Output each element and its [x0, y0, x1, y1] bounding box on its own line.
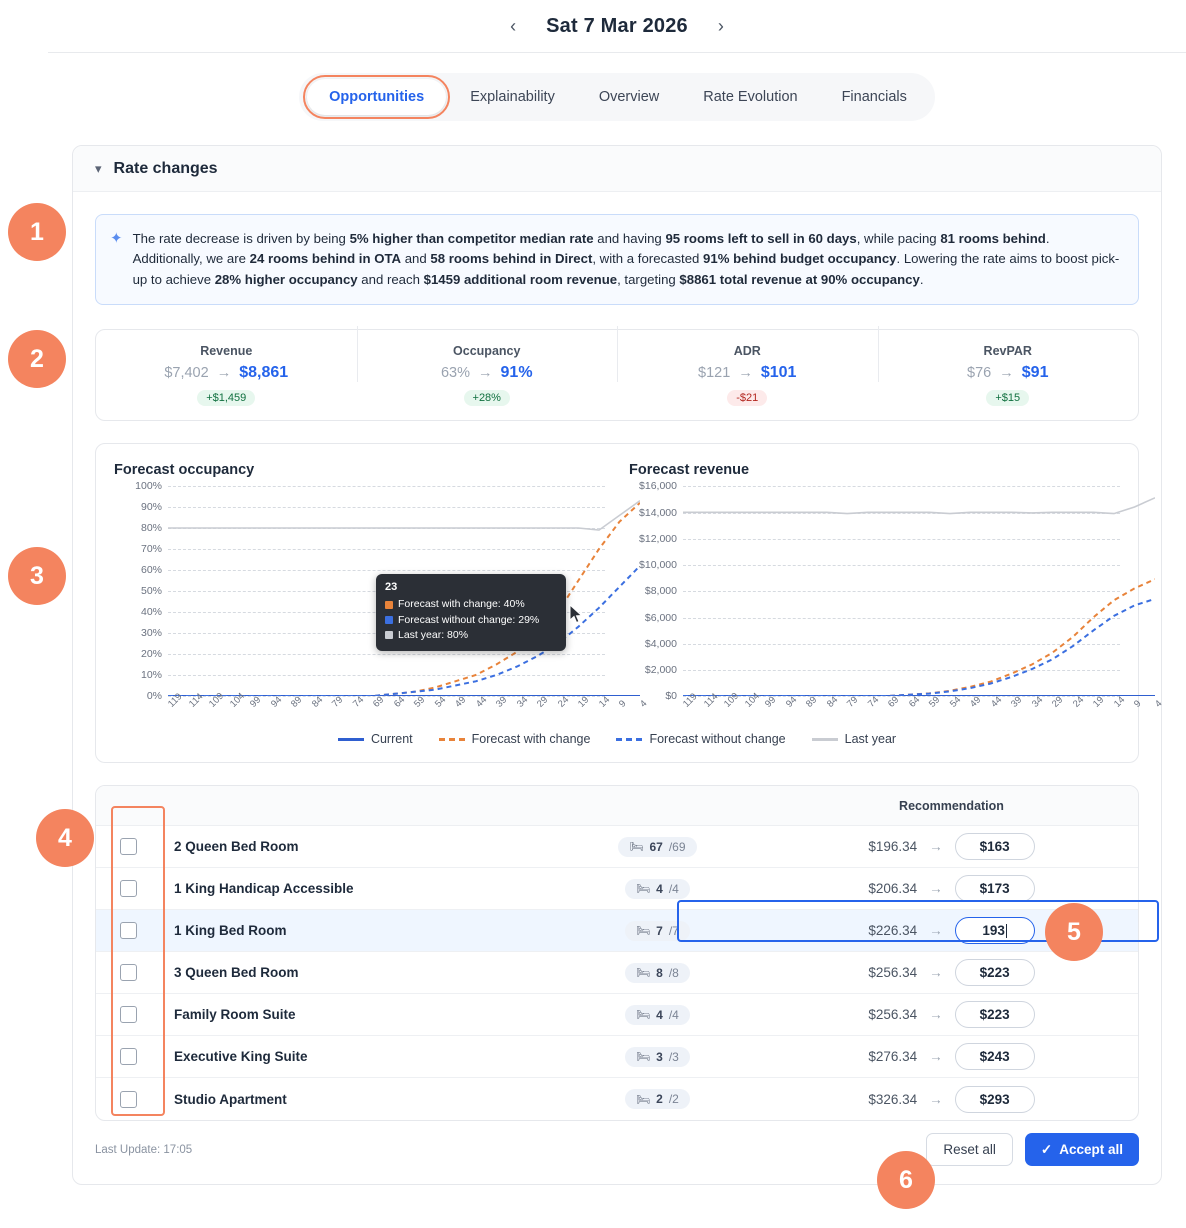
x-tick-label: 74 — [865, 694, 881, 711]
room-type-label: Studio Apartment — [174, 1091, 287, 1107]
rooms-pill — [625, 1047, 690, 1067]
legend-swatch — [385, 616, 393, 624]
rooms-pill — [625, 921, 690, 941]
x-tick-label: 24 — [1070, 694, 1087, 711]
x-tick-label: 99 — [763, 694, 779, 711]
accept-all-label: Accept all — [1059, 1142, 1123, 1158]
x-tick-label: 114 — [701, 691, 721, 711]
tabs — [299, 73, 935, 121]
kpi-label: Occupancy — [453, 344, 521, 359]
x-tick-label: 69 — [371, 694, 387, 711]
rooms-sold: 7 — [656, 923, 663, 938]
kpi-occupancy — [357, 344, 618, 406]
x-tick-label: 104 — [227, 691, 247, 711]
row-checkbox-cell — [96, 1006, 160, 1023]
recommended-price[interactable]: $163 — [955, 833, 1035, 860]
x-tick-label: 119 — [166, 691, 185, 711]
tab-opportunities[interactable]: Opportunities — [307, 79, 446, 115]
rooms-pill — [625, 963, 690, 983]
y-tick-label: 10% — [140, 669, 162, 682]
rooms-total: /4 — [668, 881, 679, 896]
bed-icon: 🛏 — [636, 1051, 651, 1064]
kpi-values — [878, 364, 1139, 382]
x-tick-label: 89 — [289, 694, 305, 711]
table-row[interactable] — [96, 826, 1138, 868]
insight-segment: and having — [593, 231, 666, 246]
arrow-right-icon: → — [929, 1091, 943, 1107]
insight-segment: . — [919, 271, 924, 287]
current-price: $256.34 — [868, 1007, 918, 1023]
y-tick-label: $8,000 — [644, 585, 677, 598]
legend-swatch — [338, 738, 364, 741]
legend-swatch — [812, 738, 838, 741]
x-tick-label: 34 — [1029, 694, 1046, 711]
bed-icon: 🛏 — [636, 1009, 651, 1022]
row-checkbox[interactable] — [120, 838, 137, 855]
series-line-last-year — [168, 501, 640, 530]
row-checkbox-cell — [96, 880, 160, 897]
arrow-right-icon: → — [478, 365, 493, 382]
kpi-old-value: $121 — [698, 365, 731, 382]
x-tick-label: 49 — [968, 694, 984, 711]
insight-segment: , while pacing — [856, 231, 941, 246]
x-tick-label: 44 — [473, 694, 490, 711]
insight-segment: and — [401, 251, 431, 267]
current-price: $256.34 — [868, 965, 918, 981]
x-tick-label: 79 — [845, 694, 861, 711]
table-row[interactable] — [96, 994, 1138, 1036]
y-tick-label: $0 — [665, 690, 677, 703]
kpi-delta-badge: +28% — [464, 390, 510, 406]
current-price: $226.34 — [868, 923, 918, 939]
recommended-price[interactable]: $243 — [955, 1043, 1035, 1070]
accept-all-button[interactable] — [1025, 1133, 1139, 1166]
y-tick-label: $6,000 — [644, 611, 677, 624]
insight-segment: . Additionally, we are — [132, 231, 1050, 267]
tooltip-row — [385, 597, 557, 612]
x-tick-label: 54 — [432, 694, 449, 711]
last-update-label: Last Update: 17:05 — [95, 1143, 193, 1156]
legend-item[interactable] — [616, 732, 785, 746]
rooms-sold: 2 — [656, 1092, 663, 1107]
x-tick-label: 4 — [1153, 698, 1165, 711]
chart-tooltip — [376, 574, 566, 651]
insight-segment: , with a forecasted — [592, 251, 704, 267]
row-checkbox[interactable] — [120, 1048, 137, 1065]
price-cell — [765, 1086, 1138, 1113]
chart-legend — [114, 732, 1120, 752]
y-tick-label: $14,000 — [639, 506, 677, 519]
row-checkbox-cell — [96, 1048, 160, 1065]
annotation-badge-6: 6 — [877, 1151, 935, 1209]
x-tick-label: 24 — [555, 694, 572, 711]
bed-icon: 🛏 — [629, 841, 644, 854]
legend-swatch — [616, 738, 642, 741]
room-type-label: 1 King Bed Room — [174, 923, 287, 939]
insight-highlight: 58 rooms behind in Direct — [430, 251, 593, 267]
arrow-right-icon: → — [999, 365, 1014, 382]
y-tick-label: 80% — [140, 522, 162, 535]
rooms-cell — [550, 837, 765, 857]
tab-financials[interactable]: Financials — [841, 89, 907, 105]
price-cell — [765, 875, 1138, 902]
x-tick-label: 94 — [783, 694, 799, 711]
table-row[interactable] — [96, 868, 1138, 910]
kpi-old-value: $76 — [967, 365, 992, 382]
kpi-label: ADR — [733, 344, 761, 359]
arrow-right-icon: → — [929, 965, 943, 981]
sparkle-icon: ✦ — [110, 230, 123, 247]
insight-segment: . Lowering the rate aims to boost pick-up to achieve — [132, 251, 1120, 287]
insight-banner — [95, 214, 1139, 305]
y-tick-label: $16,000 — [639, 480, 677, 493]
rooms-total: /4 — [668, 1007, 679, 1022]
x-tick-label: 29 — [535, 694, 551, 711]
kpi-delta-badge: +$15 — [986, 390, 1029, 406]
kpi-new-value: $101 — [760, 364, 797, 382]
annotation-badge-1: 1 — [8, 203, 66, 261]
bed-icon: 🛏 — [636, 967, 651, 980]
bed-icon: 🛏 — [636, 925, 651, 938]
section-title: Rate changes — [113, 159, 218, 177]
rooms-pill — [618, 837, 696, 857]
recommendation-table — [95, 785, 1139, 1121]
room-type-label: 1 King Handicap Accessible — [174, 881, 354, 897]
kpi-revpar — [878, 344, 1139, 406]
x-tick-label: 69 — [886, 694, 902, 711]
kpi-label: RevPAR — [983, 344, 1032, 359]
kpi-revenue — [96, 344, 357, 406]
rooms-pill — [625, 1089, 690, 1109]
tab-explainability[interactable]: Explainability — [470, 89, 555, 105]
price-cell — [765, 833, 1138, 860]
y-axis — [114, 480, 168, 703]
y-tick-label: 0% — [146, 690, 162, 703]
column-header-recommendation: Recommendation — [899, 798, 1004, 813]
x-tick-label: 99 — [248, 694, 264, 711]
charts-panel — [95, 443, 1165, 763]
current-price: $206.34 — [868, 881, 918, 897]
arrow-right-icon: → — [929, 1007, 943, 1023]
table-row[interactable] — [96, 1036, 1138, 1078]
rooms-cell — [550, 963, 765, 983]
rooms-pill — [625, 1005, 690, 1025]
insight-segment: The rate decrease is driven by being — [132, 231, 350, 246]
insight-highlight: 24 rooms behind in OTA — [249, 251, 402, 267]
x-tick-label: 89 — [804, 694, 820, 711]
rooms-total: /3 — [668, 1049, 679, 1064]
tab-rate-evolution[interactable]: Rate Evolution — [703, 89, 798, 105]
legend-swatch — [385, 631, 393, 639]
rate-changes-card — [72, 145, 1165, 1185]
rooms-total: /2 — [668, 1092, 679, 1107]
row-checkbox-cell — [96, 1091, 160, 1108]
prev-day-button[interactable]: ‹ — [510, 16, 517, 36]
y-tick-label: 100% — [135, 480, 162, 493]
price-cell — [765, 1043, 1138, 1070]
rooms-sold: 8 — [656, 965, 663, 980]
rooms-sold: 67 — [649, 839, 663, 854]
y-tick-label: 90% — [140, 501, 162, 514]
kpi-adr — [617, 344, 878, 406]
chart-forecast-revenue — [629, 462, 1165, 716]
rate-changes-header[interactable] — [73, 146, 1161, 192]
rooms-sold: 3 — [656, 1049, 663, 1064]
room-type-label: Executive King Suite — [174, 1049, 308, 1065]
current-price: $276.34 — [868, 1049, 918, 1065]
row-checkbox[interactable] — [120, 1006, 137, 1023]
x-tick-label: 64 — [391, 694, 407, 711]
series-layer — [683, 486, 1120, 696]
y-tick-label: 50% — [140, 585, 162, 598]
y-tick-label: $2,000 — [644, 664, 677, 677]
x-tick-label: 9 — [617, 698, 629, 711]
recommended-price[interactable]: $223 — [955, 1001, 1035, 1028]
insight-segment: and reach — [357, 271, 424, 287]
legend-label: Forecast without change — [649, 732, 786, 747]
row-checkbox[interactable] — [120, 880, 137, 897]
kpi-new-value: $91 — [1021, 364, 1049, 382]
chart-forecast-occupancy — [114, 462, 650, 716]
room-type-label: 2 Queen Bed Room — [174, 839, 299, 855]
chart-plot — [629, 480, 1165, 716]
x-tick-label: 14 — [596, 694, 613, 711]
insight-highlight: 95 rooms left to sell in 60 days — [665, 231, 857, 246]
kpi-new-value: 91% — [500, 364, 533, 382]
tooltip-row — [385, 613, 557, 628]
price-cell — [765, 1001, 1138, 1028]
x-tick-label: 104 — [742, 691, 762, 711]
y-axis — [629, 480, 683, 703]
kpi-row — [95, 329, 1139, 421]
chevron-down-icon[interactable]: ▾ — [95, 160, 102, 176]
legend-label: Current — [370, 732, 413, 747]
arrow-right-icon: → — [216, 365, 232, 382]
row-checkbox[interactable] — [120, 922, 137, 939]
legend-swatch — [385, 601, 393, 609]
bed-icon: 🛏 — [636, 1093, 651, 1106]
table-header — [96, 786, 1138, 826]
kpi-values — [357, 364, 618, 382]
rooms-cell — [550, 1047, 765, 1067]
recommended-price[interactable]: $173 — [955, 875, 1035, 902]
kpi-delta-badge: -$21 — [727, 390, 767, 406]
kpi-label: Revenue — [200, 344, 253, 359]
recommended-price[interactable]: $293 — [955, 1086, 1035, 1113]
rooms-total: /69 — [668, 839, 686, 854]
insight-highlight: 91% behind budget occupancy — [703, 251, 897, 267]
next-day-button[interactable]: › — [717, 16, 724, 36]
legend-label: Last year — [844, 732, 897, 747]
tooltip-row — [385, 628, 557, 643]
reset-all-button[interactable]: Reset all — [926, 1133, 1013, 1166]
x-tick-label: 64 — [906, 694, 922, 711]
rooms-cell — [550, 1089, 765, 1109]
x-tick-label: 84 — [309, 694, 325, 711]
insight-highlight: $1459 additional room revenue — [423, 271, 618, 287]
rooms-cell — [550, 1005, 765, 1025]
x-tick-label: 54 — [947, 694, 964, 711]
chart-plot — [114, 480, 650, 716]
legend-item[interactable] — [338, 732, 413, 746]
tab-overview[interactable]: Overview — [598, 89, 660, 105]
series-line-last-year — [683, 498, 1155, 514]
rooms-cell — [550, 921, 765, 941]
room-type-label: 3 Queen Bed Room — [174, 965, 299, 981]
tab-opportunities-highlight — [305, 77, 448, 117]
x-tick-label: 84 — [824, 694, 840, 711]
table-row[interactable] — [96, 910, 1138, 952]
x-tick-label: 14 — [1111, 694, 1128, 711]
row-checkbox[interactable] — [120, 964, 137, 981]
x-tick-label: 74 — [350, 694, 366, 711]
annotation-badge-3: 3 — [8, 547, 66, 605]
legend-swatch — [439, 738, 465, 741]
tooltip-title: 23 — [385, 581, 398, 594]
price-cell — [765, 959, 1138, 986]
current-price: $196.34 — [868, 839, 918, 855]
y-tick-label: $10,000 — [639, 559, 677, 572]
x-tick-label: 59 — [412, 694, 428, 711]
y-tick-label: $4,000 — [644, 637, 677, 650]
tooltip-label: Last year: 80% — [398, 628, 469, 641]
row-checkbox-cell — [96, 964, 160, 981]
room-type-label: Family Room Suite — [174, 1007, 296, 1023]
series-line-forecast-with-change — [683, 580, 1155, 697]
series-line-forecast-without-change — [683, 599, 1155, 696]
x-tick-label: 19 — [576, 694, 592, 711]
mouse-cursor-icon — [569, 604, 583, 629]
x-axis — [681, 691, 1165, 732]
kpi-values — [617, 364, 878, 382]
insight-highlight: 81 rooms behind — [940, 231, 1046, 246]
legend-item[interactable] — [439, 732, 591, 746]
x-tick-label: 114 — [186, 691, 206, 711]
tooltip-label: Forecast with change: 40% — [398, 598, 525, 611]
x-tick-label: 109 — [207, 691, 227, 711]
page-title: Sat 7 Mar 2026 — [546, 14, 688, 37]
table-row[interactable] — [96, 952, 1138, 994]
x-tick-label: 34 — [514, 694, 531, 711]
rooms-sold: 4 — [656, 881, 663, 896]
y-tick-label: 60% — [140, 564, 162, 577]
text-caret — [1006, 924, 1007, 938]
x-tick-label: 79 — [330, 694, 346, 711]
date-header — [48, 0, 1186, 52]
x-tick-label: 119 — [681, 691, 700, 711]
check-icon: ✓ — [1040, 1141, 1053, 1157]
table-row[interactable] — [96, 1078, 1138, 1120]
x-tick-label: 39 — [494, 694, 510, 711]
annotation-badge-2: 2 — [8, 330, 66, 388]
arrow-right-icon: → — [738, 365, 753, 382]
x-axis — [166, 691, 650, 732]
y-tick-label: 20% — [140, 648, 162, 661]
rooms-total: /8 — [668, 965, 679, 980]
kpi-values — [96, 364, 357, 382]
table-body — [96, 826, 1138, 1120]
tooltip-label: Forecast without change: 29% — [398, 613, 540, 626]
y-tick-label: $12,000 — [639, 532, 677, 545]
arrow-right-icon: → — [929, 923, 943, 939]
x-tick-label: 59 — [927, 694, 943, 711]
x-tick-label: 4 — [638, 698, 650, 711]
row-checkbox[interactable] — [120, 1091, 137, 1108]
legend-item[interactable] — [812, 732, 896, 746]
current-price: $326.34 — [868, 1091, 918, 1107]
x-tick-label: 49 — [453, 694, 469, 711]
row-checkbox-cell — [96, 838, 160, 855]
x-tick-label: 94 — [268, 694, 284, 711]
insight-segment: , targeting — [617, 271, 680, 287]
kpi-delta-badge: +$1,459 — [197, 390, 255, 406]
insight-highlight: $8861 total revenue at 90% occupancy — [679, 271, 920, 287]
arrow-right-icon: → — [929, 839, 943, 855]
rooms-sold: 4 — [656, 1007, 663, 1022]
bed-icon: 🛏 — [636, 883, 651, 896]
arrow-right-icon: → — [929, 1049, 943, 1065]
kpi-old-value: 63% — [440, 365, 470, 382]
chart-title: Forecast occupancy — [114, 462, 255, 479]
rooms-pill — [625, 879, 690, 899]
rooms-total: /7 — [668, 923, 679, 938]
x-tick-label: 29 — [1050, 694, 1066, 711]
y-tick-label: 30% — [140, 627, 162, 640]
y-tick-label: 70% — [140, 543, 162, 556]
arrow-right-icon: → — [929, 881, 943, 897]
x-tick-label: 44 — [988, 694, 1005, 711]
y-tick-label: 40% — [140, 606, 162, 619]
kpi-new-value: $8,861 — [239, 364, 289, 382]
x-tick-label: 19 — [1091, 694, 1107, 711]
rooms-cell — [550, 879, 765, 899]
kpi-old-value: $7,402 — [164, 365, 209, 382]
insight-highlight: 28% higher occupancy — [214, 271, 358, 287]
x-tick-label: 109 — [722, 691, 742, 711]
table-footer — [73, 1121, 1161, 1184]
app-root — [30, 0, 1186, 1228]
x-tick-label: 9 — [1132, 698, 1144, 711]
insight-text — [133, 229, 1122, 290]
annotation-badge-4: 4 — [36, 809, 94, 867]
insight-highlight: 5% higher than competitor median rate — [349, 231, 594, 246]
tabs-container — [48, 73, 1186, 121]
chart-title: Forecast revenue — [629, 462, 750, 479]
x-tick-label: 39 — [1009, 694, 1025, 711]
row-checkbox-cell — [96, 922, 160, 939]
header-divider — [48, 52, 1186, 53]
recommended-price[interactable]: $223 — [955, 959, 1035, 986]
legend-label: Forecast with change — [471, 732, 591, 747]
recommended-price-input[interactable]: 193 — [955, 917, 1035, 944]
annotation-badge-5: 5 — [1045, 903, 1103, 961]
